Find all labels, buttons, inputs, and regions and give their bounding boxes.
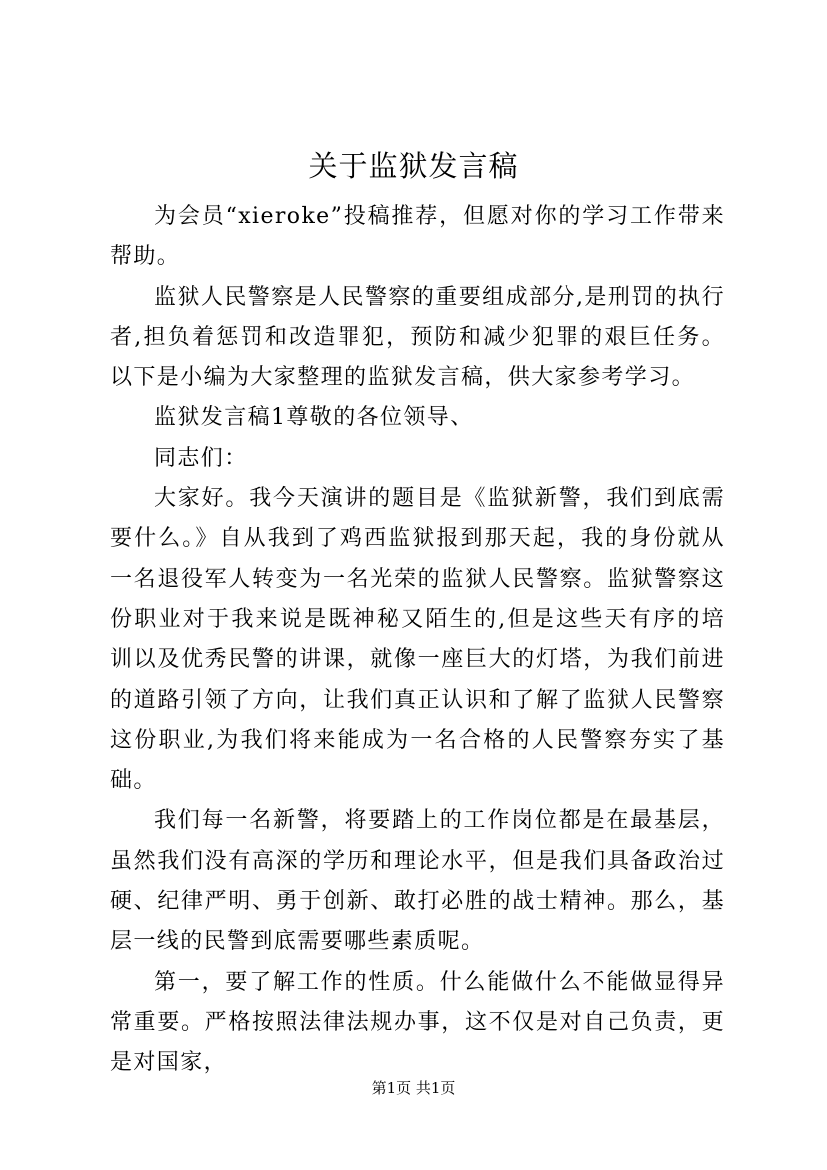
paragraph-new-officers: 我们每一名新警，将要踏上的工作岗位都是在最基层，虽然我们没有高深的学历和理论水平，但是我们具备政治过硬、纪律严明、勇于创新、敢打必胜的战士精神。那么，基层一线的民警到底需要哪些素质呢。 — [110, 808, 725, 955]
document-body — [110, 197, 725, 1084]
page-number-footer: 第1页 共1页 — [371, 1079, 456, 1097]
paragraph-introduction: 监狱人民警察是人民警察的重要组成部分,是刑罚的执行者,担负着惩罚和改造罪犯，预防和减少犯罪的艰巨任务。以下是小编为大家整理的监狱发言稿，供大家参考学习。 — [110, 284, 725, 391]
paragraph-contribution-note: 为会员“xieroke”投稿推荐，但愿对你的学习工作带来帮助。 — [110, 204, 725, 270]
paragraph-first-point: 第一，要了解工作的性质。什么能做什么不能做显得异常重要。严格按照法律法规办事，这不仅是对自己负责，更是对国家， — [110, 969, 725, 1076]
document-title: 关于监狱发言稿 — [308, 149, 519, 183]
paragraph-speech-heading: 监狱发言稿1尊敬的各位领导、 — [154, 405, 474, 431]
paragraph-salutation: 同志们： — [154, 445, 248, 471]
paragraph-speech-opening: 大家好。我今天演讲的题目是《监狱新警，我们到底需要什么。》自从我到了鸡西监狱报到那天起，我的身份就从一名退役军人转变为一名光荣的监狱人民警察。监狱警察这份职业对于我来说是既神秘又陌生的,但是这些天有序的培训以及优秀民警的讲课，就像一座巨大的灯塔，为我们前进的道路引领了方向，让我们真正认识和了解了监狱人民警察这份职业,为我们将来能成为一名合格的人民警察夯实了基础。 — [110, 486, 725, 794]
